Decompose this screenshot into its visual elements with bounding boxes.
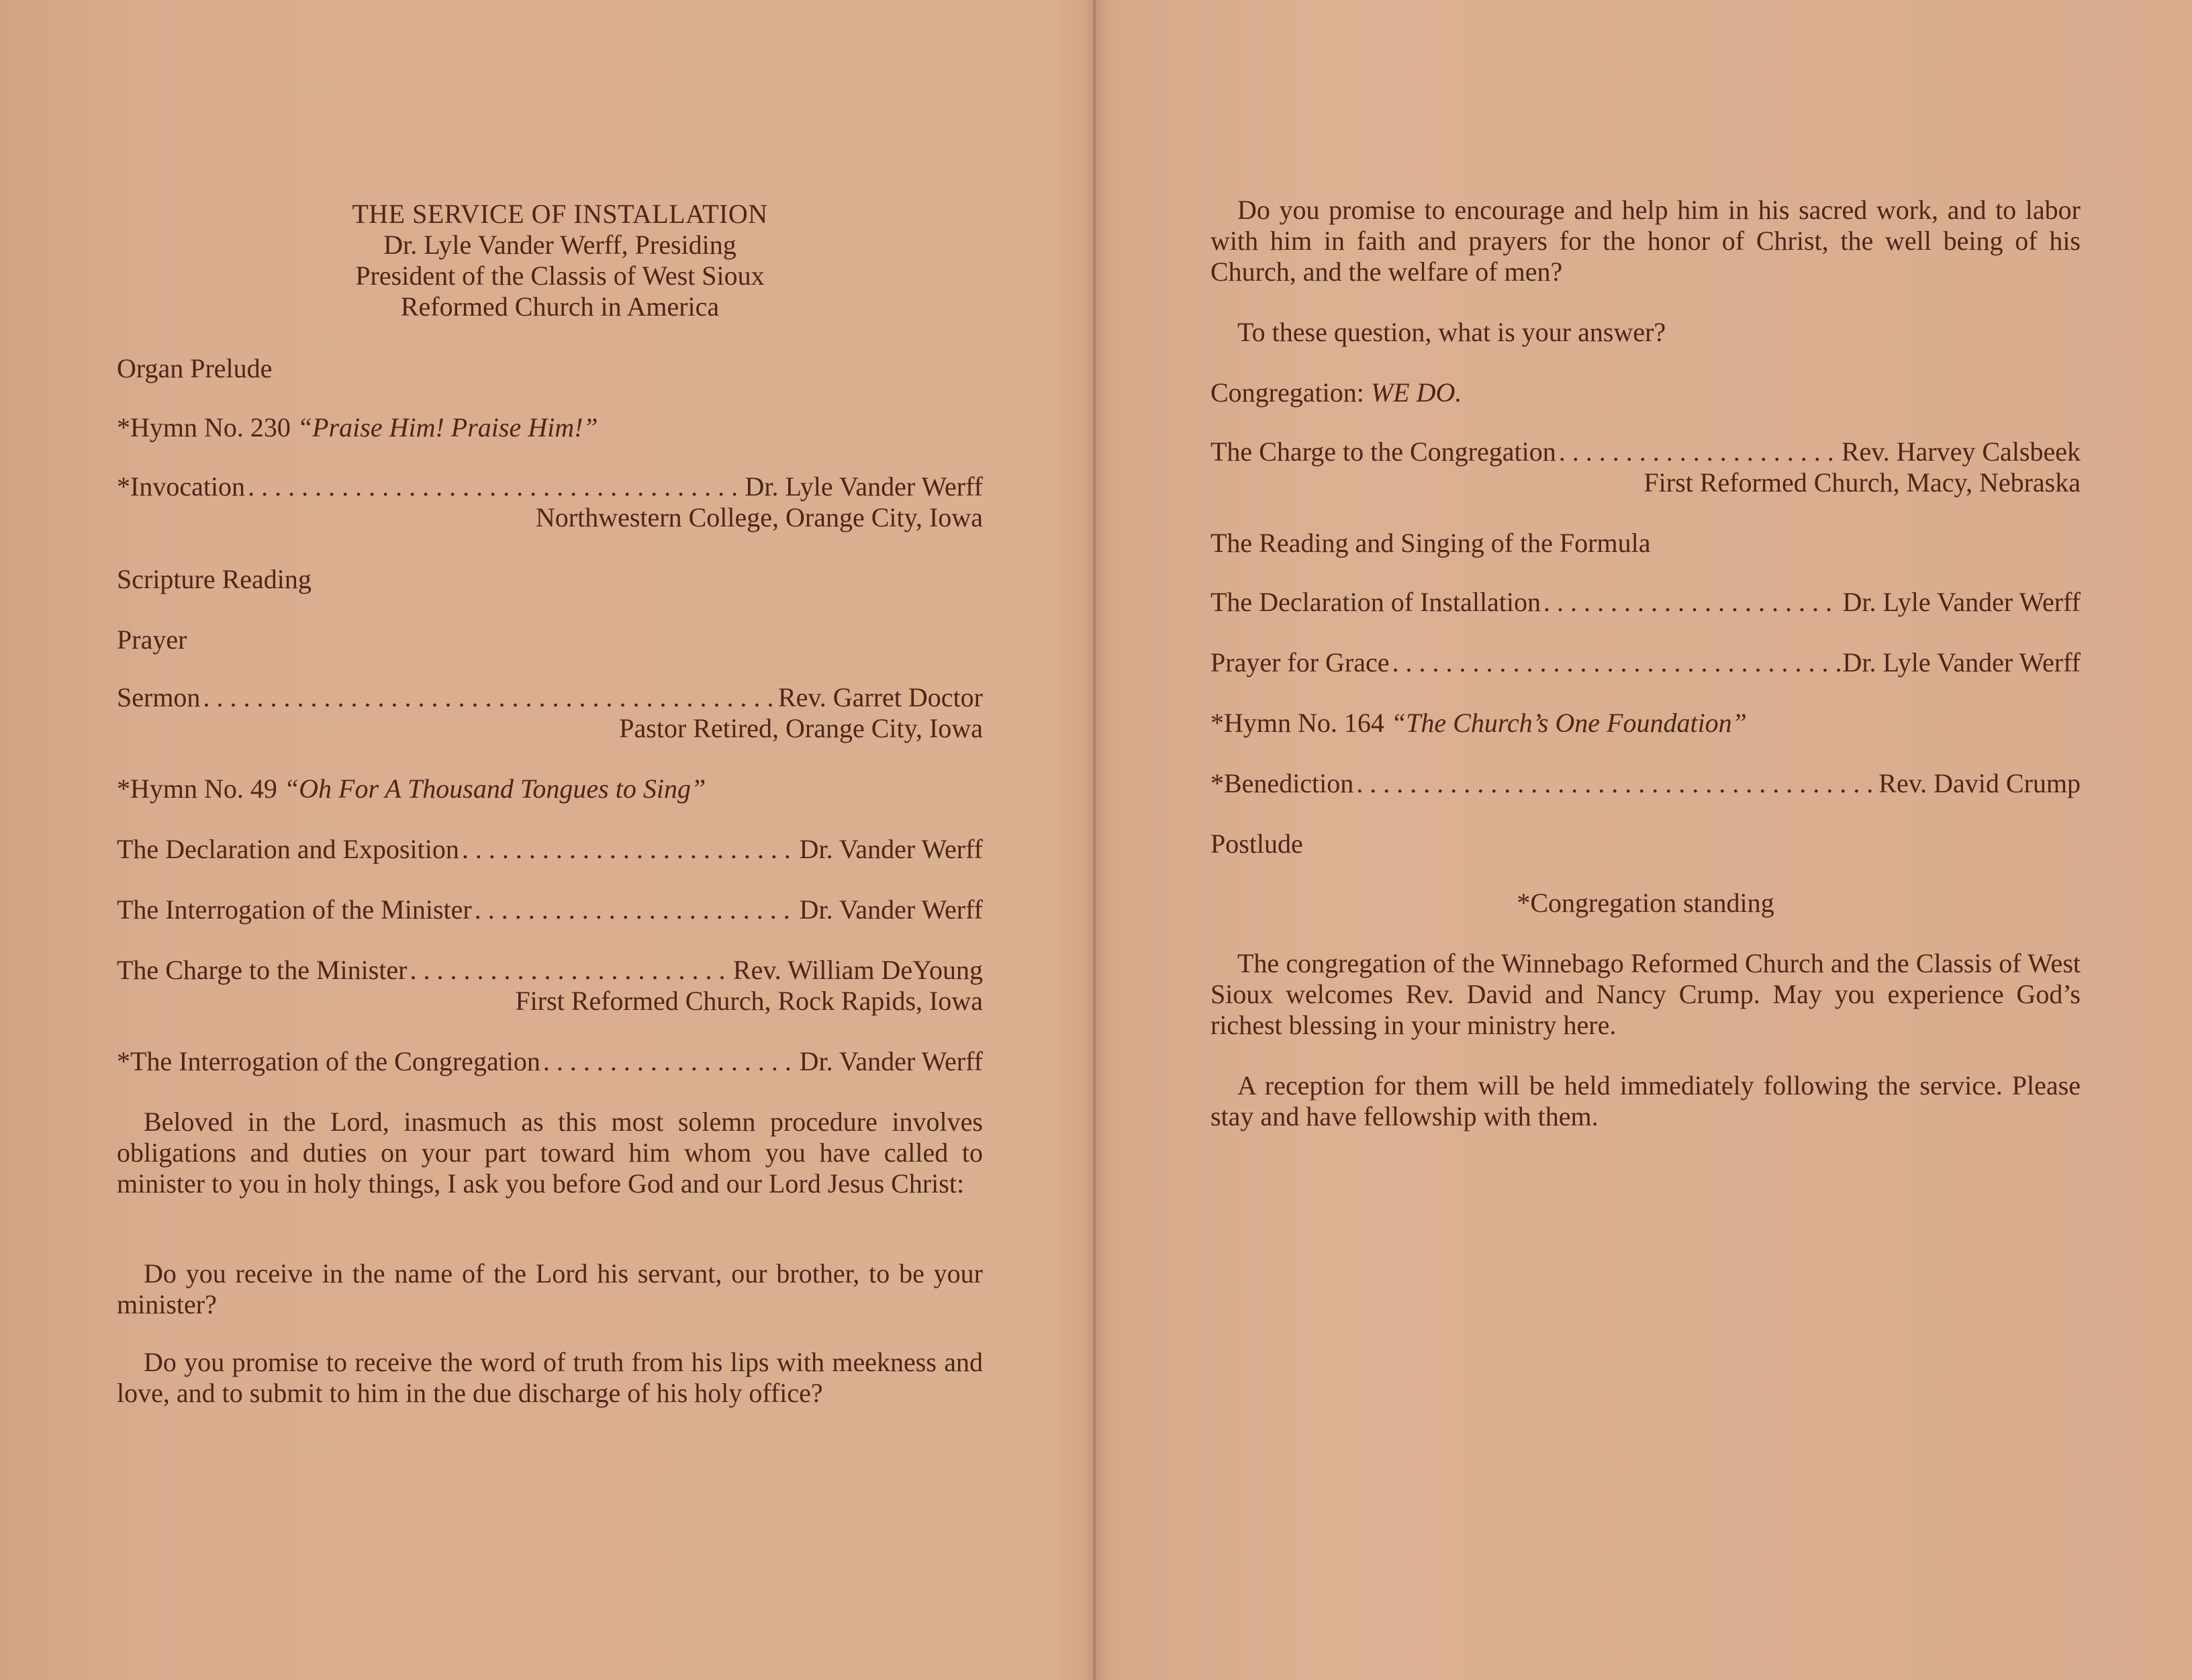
prayer-grace-label: Prayer for Grace [1210,647,1390,678]
hymn-230-label: *Hymn No. 230 [117,412,291,442]
leader-dots [410,955,730,986]
leader-dots [1559,436,1839,467]
charge-minister-label: The Charge to the Minister [117,955,408,985]
leader-dots [1392,647,1840,678]
sermon [117,682,983,744]
sermon-name: Rev. Garret Doctor [777,682,983,712]
invocation-name: Dr. Lyle Vander Werff [745,471,983,502]
benediction-name: Rev. David Crump [1878,768,2081,798]
charge-congregation-sub: First Reformed Church, Macy, Nebraska [1643,467,2081,498]
formula: The Reading and Singing of the Formula [1210,528,1651,558]
charge-minister-name: Rev. William DeYoung [732,955,983,985]
leader-dots [1543,587,1840,618]
leader-dots [248,471,742,502]
benediction [1210,768,2081,799]
benediction-label: *Benediction [1210,768,1354,798]
paragraph-reception: A reception for them will be held immediately following the service. Please stay and have fellowship with them. [1210,1070,2081,1131]
left-page [117,0,983,1680]
center-fold [1093,0,1096,1680]
leader-dots [203,682,775,713]
invocation-label: *Invocation [117,471,246,502]
sermon-sub: Pastor Retired, Orange City, Iowa [619,713,983,743]
standing-note: *Congregation standing [1517,888,1774,918]
postlude: Postlude [1210,829,1303,859]
church-line: Reformed Church in America [400,291,720,322]
charge-minister [117,955,983,1017]
hymn-49-title: “Oh For A Thousand Tongues to Sing” [283,774,706,804]
paragraph-promise: Do you promise to receive the word of truth from his lips with meekness and love, and to submit to him in the due discharge of his holy office? [117,1347,983,1408]
interrogation-congregation-label: *The Interrogation of the Congregation [117,1046,540,1076]
congregation-label: Congregation: [1210,377,1364,408]
center-fold-shadow [1082,0,1109,1680]
paragraph-beloved: Beloved in the Lord, inasmuch as this most solemn procedure involves obligations and duties on your part toward him whom you have called to minister to you in holy things, I ask you before God and our Lord Jesus Christ: [117,1107,983,1199]
leader-dots [543,1046,797,1077]
congregation-response [1210,377,2081,408]
declaration-exposition-label: The Declaration and Exposition [117,834,459,864]
declaration-installation-label: The Declaration of Installation [1210,587,1541,617]
leader-dots [475,894,797,925]
charge-minister-sub: First Reformed Church, Rock Rapids, Iowa [515,986,983,1016]
paragraph-receive: Do you receive in the name of the Lord his servant, our brother, to be your minister? [117,1258,983,1319]
paragraph-question: To these question, what is your answer? [1237,317,1666,347]
sermon-label: Sermon [117,682,201,712]
scripture-reading: Scripture Reading [117,564,312,594]
hymn-230 [117,412,983,443]
president-line: President of the Classis of West Sioux [355,261,765,291]
service-heading [224,199,896,322]
charge-congregation [1210,436,2081,498]
interrogation-minister-name: Dr. Vander Werff [799,894,983,925]
invocation [117,471,983,533]
charge-congregation-label: The Charge to the Congregation [1210,436,1556,467]
invocation-sub: Northwestern College, Orange City, Iowa [535,502,983,532]
hymn-49-label: *Hymn No. 49 [117,774,277,804]
presiding-line: Dr. Lyle Vander Werff, Presiding [383,230,736,260]
paragraph-encourage: Do you promise to encourage and help him in his sacred work, and to labor with him in faith and prayers for the honor of Christ, the well being of his Church, and the welfare of men? [1210,195,2081,287]
right-page [1210,0,2081,1680]
paragraph-welcome: The congregation of the Winnebago Reformed Church and the Classis of West Sioux welcomes Rev. David and Nancy Crump. May you experience God’s richest blessing in your ministry here. [1210,948,2081,1040]
interrogation-congregation-name: Dr. Vander Werff [799,1046,983,1076]
prayer-grace [1210,647,2081,678]
organ-prelude: Organ Prelude [117,353,273,383]
declaration-exposition-name: Dr. Vander Werff [799,834,983,864]
hymn-49 [117,774,983,804]
hymn-164 [1210,708,2081,739]
leader-dots [462,834,797,865]
interrogation-minister [117,894,983,925]
hymn-164-title: “The Church’s One Foundation” [1390,708,1747,738]
declaration-installation-name: Dr. Lyle Vander Werff [1842,587,2081,617]
hymn-230-title: “Praise Him! Praise Him!” [297,412,598,442]
leader-dots [1356,768,1876,799]
declaration-exposition [117,834,983,865]
charge-congregation-name: Rev. Harvey Calsbeek [1841,436,2081,467]
prayer: Prayer [117,624,187,655]
interrogation-minister-label: The Interrogation of the Minister [117,894,472,925]
prayer-grace-name: Dr. Lyle Vander Werff [1842,647,2081,678]
declaration-installation [1210,587,2081,618]
hymn-164-label: *Hymn No. 164 [1210,708,1384,738]
interrogation-congregation [117,1046,983,1077]
congregation-answer: WE DO. [1370,377,1462,408]
service-title: THE SERVICE OF INSTALLATION [352,199,768,229]
